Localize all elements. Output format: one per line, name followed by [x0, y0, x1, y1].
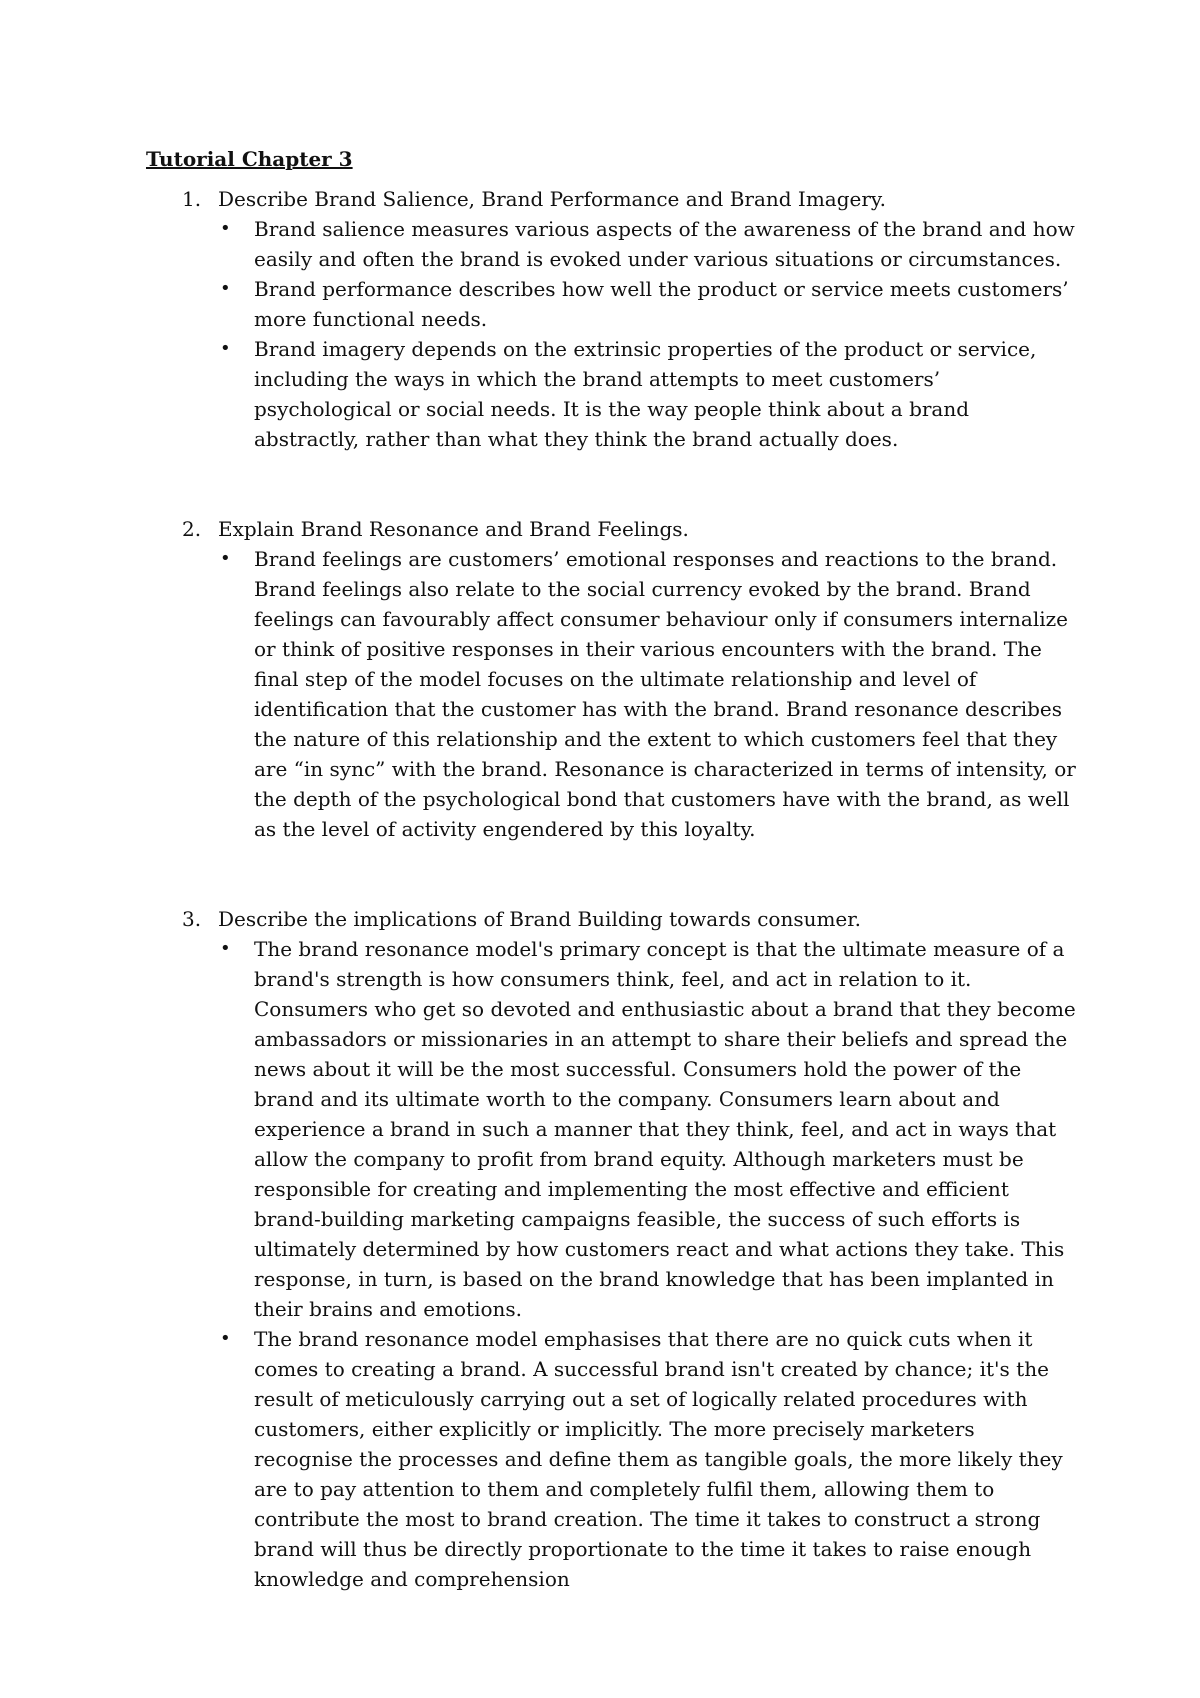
- answer-text: Brand performance describes how well the product or service meets customers’ more functional needs.: [254, 277, 1069, 331]
- answer-list: [218, 934, 1076, 1594]
- answer-bullet: [218, 214, 1076, 274]
- question-number: 1.: [182, 187, 202, 211]
- question-text: Describe Brand Salience, Brand Performance and Brand Imagery.: [218, 187, 886, 211]
- document-title: Tutorial Chapter 3: [146, 147, 353, 171]
- answer-bullet: [218, 1324, 1076, 1594]
- question-text: Describe the implications of Brand Building towards consumer.: [218, 907, 861, 931]
- question-2: [146, 514, 1076, 844]
- bullet-icon: •: [220, 548, 231, 569]
- blank-line: [146, 454, 1076, 514]
- answer-text: The brand resonance model's primary concept is that the ultimate measure of a brand's strength is how consumers think, feel, and act in relation to it. Consumers who get so devoted and enthusiastic about a brand that they become ambassadors or missionaries in an attempt to share their beliefs and spread the news about it will be the most successful. Consumers hold the power of the brand and its ultimate worth to the company. Consumers learn about and experience a brand in such a manner that they think, feel, and act in ways that allow the company to profit from brand equity. Although marketers must be responsible for creating and implementing the most effective and efficient brand-building marketing campaigns feasible, the success of such efforts is ultimately determined by how customers react and what actions they take. This response, in turn, is based on the brand knowledge that has been implanted in their brains and emotions.: [254, 937, 1076, 1321]
- answer-bullet: [218, 334, 1076, 454]
- blank-line: [146, 844, 1076, 904]
- question-number: 2.: [182, 517, 202, 541]
- document-content: [146, 144, 1076, 1594]
- answer-bullet: [218, 544, 1076, 844]
- question-number: 3.: [182, 907, 202, 931]
- answer-text: The brand resonance model emphasises that there are no quick cuts when it comes to creating a brand. A successful brand isn't created by chance; it's the result of meticulously carrying out a set of logically related procedures with customers, either explicitly or implicitly. The more precisely marketers recognise the processes and define them as tangible goals, the more likely they are to pay attention to them and completely fulfil them, allowing them to contribute the most to brand creation. The time it takes to construct a strong brand will thus be directly proportionate to the time it takes to raise enough knowledge and comprehension: [254, 1327, 1063, 1591]
- answer-text: Brand imagery depends on the extrinsic properties of the product or service, including the ways in which the brand attempts to meet customers’ psychological or social needs. It is the way people think about a brand abstractly, rather than what they think the brand actually does.: [254, 337, 1037, 451]
- answer-list: [218, 214, 1076, 454]
- answer-list: [218, 544, 1076, 844]
- answer-text: Brand feelings are customers’ emotional responses and reactions to the brand. Brand feelings also relate to the social currency evoked by the brand. Brand feelings can favourably affect consumer behaviour only if consumers internalize or think of positive responses in their various encounters with the brand. The final step of the model focuses on the ultimate relationship and level of identification that the customer has with the brand. Brand resonance describes the nature of this relationship and the extent to which customers feel that they are “in sync” with the brand. Resonance is characterized in terms of intensity, or the depth of the psychological bond that customers have with the brand, as well as the level of activity engendered by this loyalty.: [254, 547, 1076, 841]
- question-3: [146, 904, 1076, 1594]
- question-text: Explain Brand Resonance and Brand Feelings.: [218, 517, 689, 541]
- bullet-icon: •: [220, 1328, 231, 1349]
- question-1: [146, 184, 1076, 454]
- answer-text: Brand salience measures various aspects of the awareness of the brand and how easily and often the brand is evoked under various situations or circumstances.: [254, 217, 1075, 271]
- answer-bullet: [218, 934, 1076, 1324]
- answer-bullet: [218, 274, 1076, 334]
- bullet-icon: •: [220, 338, 231, 359]
- bullet-icon: •: [220, 938, 231, 959]
- bullet-icon: •: [220, 278, 231, 299]
- bullet-icon: •: [220, 218, 231, 239]
